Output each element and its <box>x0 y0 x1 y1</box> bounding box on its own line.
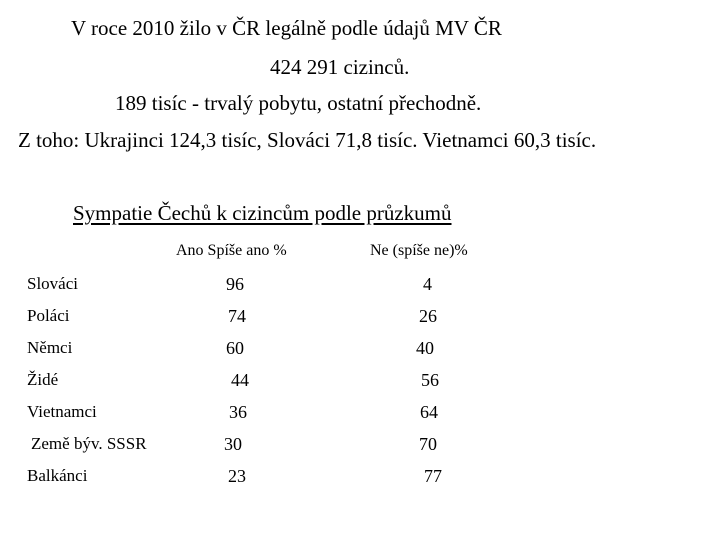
column-header-no: Ne (spíše ne)% <box>370 242 468 259</box>
no-percent: 70 <box>419 434 437 454</box>
group-name: Balkánci <box>27 466 88 485</box>
no-percent: 40 <box>416 338 434 358</box>
group-name: Země býv. SSSR <box>31 434 147 453</box>
yes-percent: 36 <box>229 402 247 422</box>
yes-percent: 44 <box>231 370 249 390</box>
group-name: Slováci <box>27 274 78 293</box>
survey-title: Sympatie Čechů k cizincům podle průzkumů <box>73 201 452 225</box>
no-percent: 64 <box>420 402 438 422</box>
no-percent: 77 <box>424 466 442 486</box>
table-row <box>0 337 720 361</box>
table-row <box>0 433 720 457</box>
yes-percent: 74 <box>228 306 246 326</box>
no-percent: 4 <box>423 274 432 294</box>
yes-percent: 60 <box>226 338 244 358</box>
group-name: Vietnamci <box>27 402 97 421</box>
table-row <box>0 369 720 393</box>
yes-percent: 30 <box>224 434 242 454</box>
intro-line-nationalities: Z toho: Ukrajinci 124,3 tisíc, Slováci 71,8 tisíc. Vietnamci 60,3 tisíc. <box>18 128 597 152</box>
group-name: Němci <box>27 338 73 357</box>
table-row <box>0 465 720 489</box>
intro-line-residents: V roce 2010 žilo v ČR legálně podle údajů MV ČR <box>71 16 502 40</box>
group-name: Poláci <box>27 306 70 325</box>
table-row <box>0 305 720 329</box>
no-percent: 56 <box>421 370 439 390</box>
intro-line-residence: 189 tisíc - trvalý pobytu, ostatní přechodně. <box>115 91 482 115</box>
yes-percent: 23 <box>228 466 246 486</box>
no-percent: 26 <box>419 306 437 326</box>
table-row <box>0 273 720 297</box>
table-row <box>0 401 720 425</box>
column-header-yes: Ano Spíše ano % <box>176 242 287 259</box>
yes-percent: 96 <box>226 274 244 294</box>
intro-line-count: 424 291 cizinců. <box>270 55 410 79</box>
group-name: Židé <box>27 370 59 389</box>
